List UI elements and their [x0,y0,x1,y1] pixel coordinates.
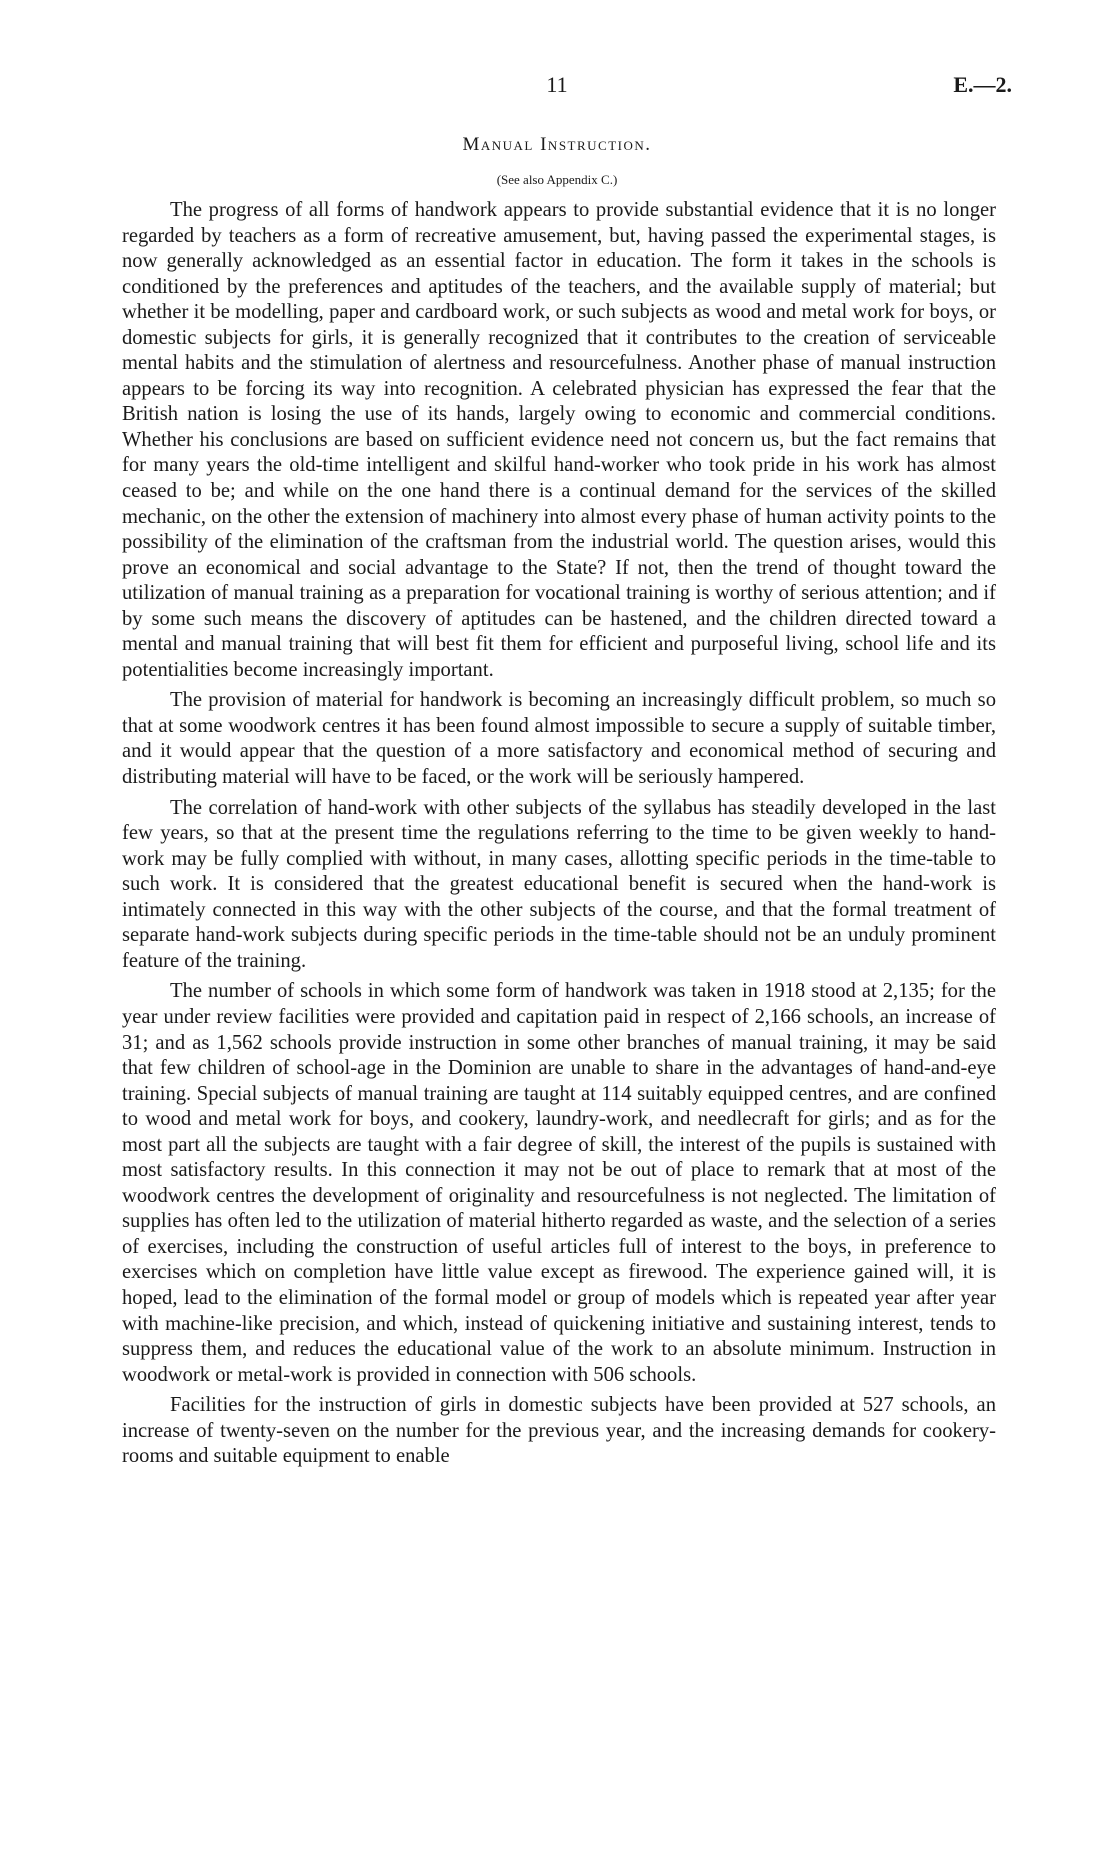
document-code: E.—2. [953,72,1012,97]
section-title: Manual Instruction. [462,134,652,155]
paragraph: The correlation of hand-work with other subjects of the syllabus has steadily developed in the last few years, so that at the present time the regulations referring to the time to be given weekly to hand-work may be fully complied with without, in many cases, allotting specific periods in the time-table to such work. It is considered that the greatest educational benefit is secured when the hand-work is intimately connected in this way with the other subjects of the course, and that the formal treatment of separate hand-work subjects during specific periods in the time-table should not be an unduly prominent feature of the training. [122,796,996,972]
paragraph: Facilities for the instruction of girls in domestic subjects have been provided at 527 schools, an increase of twenty-seven on the number for the previous year, and the increasing demands for cookery-rooms and suitable equipment to enable [122,1394,996,1468]
body-text [122,198,996,1475]
paragraph: The provision of material for handwork is becoming an increasingly difficult problem, so much so that at some woodwork centres it has been found almost impossible to secure a supply of suitable timber, and it would appear that the question of a more satisfactory and economical method of securing and distributing material will have to be faced, or the work will be seriously hampered. [122,689,996,789]
page-number: 11 [546,72,568,97]
paragraph: The number of schools in which some form of handwork was taken in 1918 stood at 2,135; for the year under review facilities were provided and capitation paid in respect of 2,166 schools, an increase of 31; and as 1,562 schools provide instruction in some other branches of manual training, it may be said that few children of school-age in the Dominion are unable to share in the advantages of hand-and-eye training. Special subjects of manual training are taught at 114 suitably equipped centres, and are confined to wood and metal work for boys, and cookery, laundry-work, and needlecraft for girls; and as for the most part all the subjects are taught with a fair degree of skill, the interest of the pupils is sustained with most satisfactory results. In this connection it may not be out of place to remark that at most of the woodwork centres the development of originality and resourcefulness is not neglected. The limitation of supplies has often led to the utilization of material hitherto regarded as waste, and the selection of a series of exercises, including the construction of useful articles full of interest to the boys, in preference to exercises which on completion have little value except as firewood. The experience gained will, it is hoped, lead to the elimination of the formal model or group of models which is repeated year after year with machine-like precision, and which, instead of quickening initiative and sustaining interest, tends to suppress them, and reduces the educational value of the work to an absolute minimum. Instruction in woodwork or metal-work is provided in connection with 506 schools. [122,980,996,1386]
paragraph: The progress of all forms of handwork appears to provide substantial evidence that it is no longer regarded by teachers as a form of recreative amusement, but, having passed the experimental stages, is now generally acknowledged as an essential factor in education. The form it takes in the schools is conditioned by the preferences and aptitudes of the teachers, and the available supply of material; but whether it be modelling, paper and cardboard work, or such subjects as wood and metal work for boys, or domestic subjects for girls, it is generally recognized that it contributes to the creation of serviceable mental habits and the stimulation of alertness and resourcefulness. Another phase of manual instruction appears to be forcing its way into recognition. A celebrated physician has expressed the fear that the British nation is losing the use of its hands, largely owing to economic and commercial conditions. Whether his conclusions are based on sufficient evidence need not concern us, but the fact remains that for many years the old-time intelligent and skilful hand-worker who took pride in his work has almost ceased to be; and while on the one hand there is a continual demand for the services of the skilled mechanic, on the other the extension of machinery into almost every phase of human activity points to the possibility of the elimination of the craftsman from the industrial world. The question arises, would this prove an economical and social advantage to the State? If not, then the trend of thought toward the utilization of manual training as a preparation for vocational training is worthy of serious attention; and if by some such means the discovery of aptitudes can be hastened, and the children directed toward a mental and manual training that will best fit them for efficient and purposeful living, school life and its potentialities become increasingly important. [122,199,996,681]
section-note: (See also Appendix C.) [496,172,618,187]
